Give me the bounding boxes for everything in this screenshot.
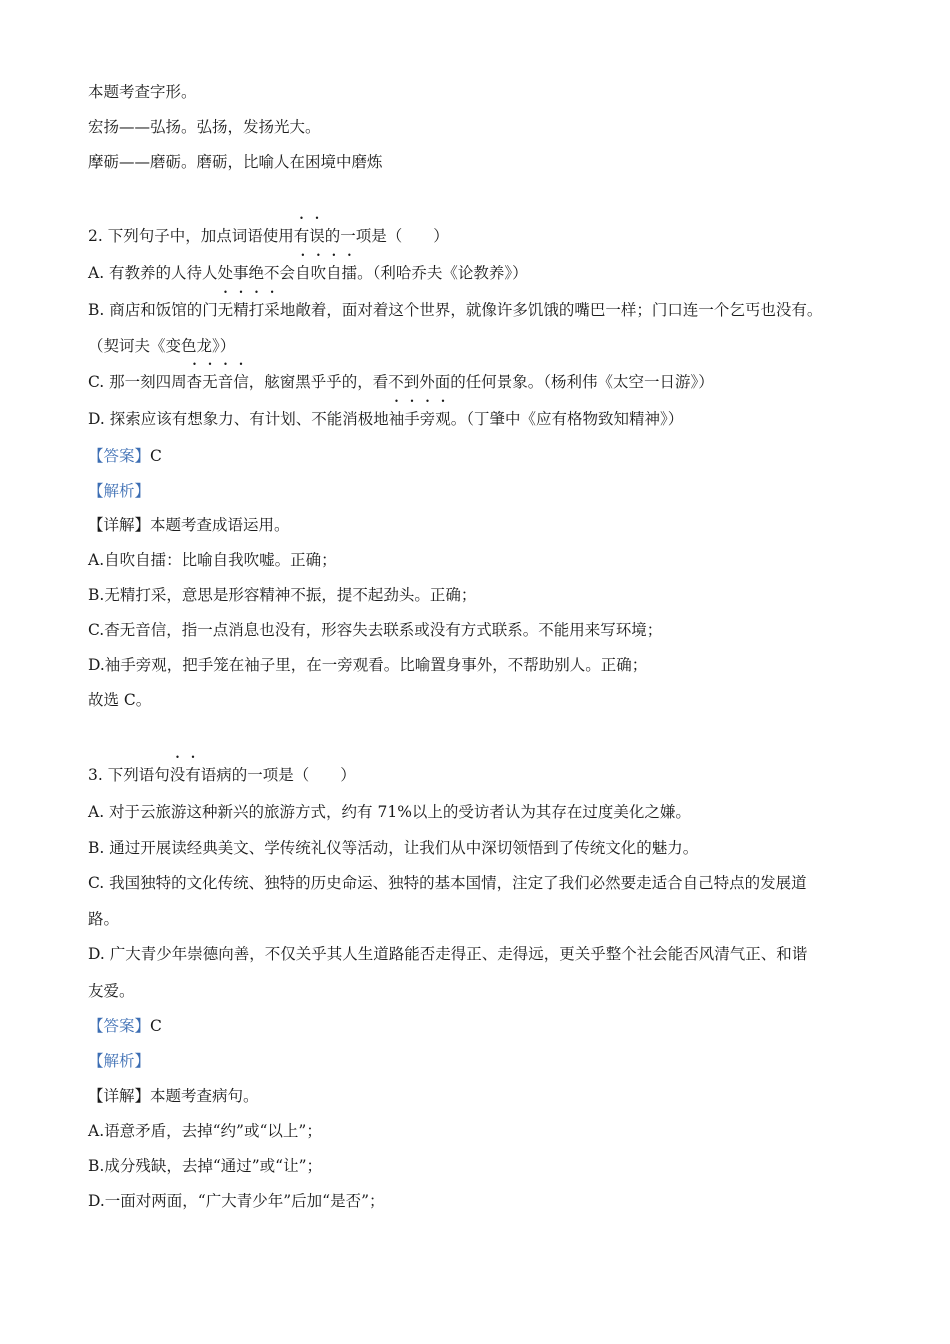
q2-option-d-dotted-char: 观 <box>435 410 451 428</box>
q2-stem <box>88 226 449 246</box>
q2-detail: 【详解】本题考查成语运用。 <box>88 516 290 534</box>
q3-option-d-continued: 友爱。 <box>88 982 135 1000</box>
answer-value: C <box>150 447 162 465</box>
q2-explain-c: C.杳无音信，指一点消息也没有，形容失去联系或没有方式联系。不能用来写环境； <box>88 621 663 639</box>
q2-option-c <box>88 372 714 392</box>
q2-option-d-dotted-char: 旁 <box>419 410 436 428</box>
q2-option-c-dotted-char: 音 <box>217 373 234 391</box>
q2-option-b-continued: （契诃夫《变色龙》） <box>88 337 236 355</box>
q2-explain-d: D.袖手旁观，把手笼在袖子里，在一旁观看。比喻置身事外，不帮助别人。正确； <box>88 656 648 674</box>
q2-option-d <box>88 409 683 429</box>
q2-stem-dotted-char: 误 <box>309 227 325 245</box>
q2-option-a-dotted-char: 擂 <box>341 264 358 282</box>
answer-tag: 【答案】 <box>88 447 151 465</box>
q2-explain-b: B.无精打采，意思是形容精神不振，提不起劲头。正确； <box>88 586 477 604</box>
q3-option-c: C. 我国独特的文化传统、独特的历史命运、独特的基本国情，注定了我们必然要走适合自己特点的发展道 <box>88 874 807 892</box>
q2-option-c-dotted-char: 无 <box>202 373 218 391</box>
q2-option-d-post: 。（丁肇中《应有格物致知精神》） <box>450 410 684 428</box>
q3-stem-dotted-char: 没 <box>169 766 186 784</box>
q2-option-b-dotted-char: 打 <box>248 301 265 319</box>
q3-explain-b: B.成分残缺，去掉“通过”或“让”； <box>88 1157 323 1175</box>
q2-option-c-post: ，舷窗黑乎乎的，看不到外面的任何景象。（杨利伟《太空一日游》） <box>248 373 714 391</box>
answer-tag: 【答案】 <box>88 1017 151 1035</box>
q3-analysis-tag: 【解析】 <box>88 1052 151 1070</box>
q3-answer <box>88 1016 162 1036</box>
answer-value: C <box>150 1017 162 1035</box>
q2-option-d-dotted-char: 袖 <box>388 410 405 428</box>
q2-option-b-dotted-char: 无 <box>217 301 234 319</box>
q3-stem-pre: 3. 下列语句 <box>88 766 170 784</box>
q3-stem-dotted-char: 有 <box>185 766 201 784</box>
q2-option-c-dotted-char: 杳 <box>186 373 203 391</box>
q3-explain-a: A.语意矛盾，去掉“约”或“以上”； <box>88 1122 322 1140</box>
q2-option-a-pre: A. 有教养的人待人处事绝不会 <box>88 264 296 282</box>
q3-explain-d: D.一面对两面，“广大青少年”后加“是否”； <box>88 1192 385 1210</box>
q2-explain-a: A.自吹自擂：比喻自我吹嘘。正确； <box>88 551 337 569</box>
q2-answer <box>88 446 162 466</box>
q3-option-d: D. 广大青少年崇德向善，不仅关乎其人生道路能否走得正、走得远，更关乎整个社会能否风清气正、和谐 <box>88 945 808 963</box>
q2-conclusion: 故选 C。 <box>88 691 152 709</box>
intro-line-2: 宏扬——弘扬。弘扬，发扬光大。 <box>88 118 321 136</box>
intro-line-1: 本题考查字形。 <box>88 83 197 101</box>
q2-option-b <box>88 300 822 320</box>
q2-option-a-dotted-char: 吹 <box>310 264 327 282</box>
q3-stem <box>88 765 356 785</box>
q3-stem-post: 语病的一项是（ ） <box>200 766 356 784</box>
q2-option-a-dotted-char: 自 <box>326 264 342 282</box>
q2-option-d-dotted-char: 手 <box>404 410 420 428</box>
q2-stem-dotted-char: 有 <box>293 227 310 245</box>
q2-option-b-dotted-char: 采 <box>264 301 280 319</box>
q2-stem-post: 的一项是（ ） <box>324 227 449 245</box>
q2-option-a <box>88 263 528 283</box>
q2-stem-pre: 2. 下列句子中，加点词语使用 <box>88 227 294 245</box>
intro-line-3: 摩砺——磨砺。磨砺，比喻人在困境中磨炼 <box>88 153 383 171</box>
q2-option-b-pre: B. 商店和饭馆的门 <box>88 301 218 319</box>
q2-option-b-post: 地敞着，面对着这个世界，就像许多饥饿的嘴巴一样；门口连一个乞丐也没有。 <box>279 301 823 319</box>
q2-option-d-pre: D. 探索应该有想象力、有计划、不能消极地 <box>88 410 389 428</box>
q2-option-c-dotted-char: 信 <box>233 373 249 391</box>
q2-option-a-post: 。（利哈乔夫《论教养》） <box>357 264 528 282</box>
q2-option-c-pre: C. 那一刻四周 <box>88 373 187 391</box>
q3-option-a: A. 对于云旅游这种新兴的旅游方式，约有 71%以上的受访者认为其存在过度美化之嫌。 <box>88 803 691 821</box>
q3-detail: 【详解】本题考查病句。 <box>88 1087 259 1105</box>
q3-option-b: B. 通过开展读经典美文、学传统礼仪等活动，让我们从中深切领悟到了传统文化的魅力。 <box>88 839 699 857</box>
q2-analysis-tag: 【解析】 <box>88 482 151 500</box>
q2-option-b-dotted-char: 精 <box>233 301 249 319</box>
q3-option-c-continued: 路。 <box>88 910 120 928</box>
q2-option-a-dotted-char: 自 <box>295 264 311 282</box>
